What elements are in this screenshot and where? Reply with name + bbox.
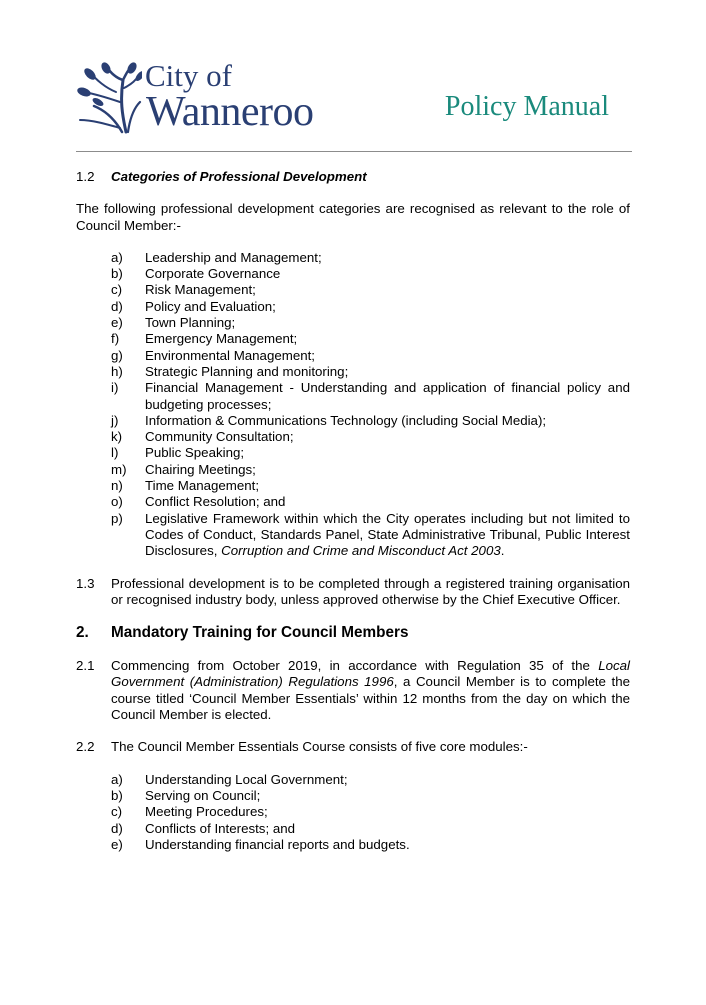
item-label: e) <box>111 836 123 852</box>
section-number: 2.2 <box>76 739 95 755</box>
list-item <box>111 250 630 266</box>
list-item <box>111 837 630 853</box>
item-label: d) <box>111 820 123 836</box>
kangaroo-paw-logo-icon <box>76 62 142 134</box>
item-text: Understanding Local Government; <box>145 771 348 787</box>
list-item <box>111 282 630 298</box>
section-text: Professional development is to be completed through a registered training organisation or recognised industry body, unless approved otherwise by the Chief Executive Officer. <box>111 575 630 607</box>
section-1-2-heading <box>76 169 630 185</box>
list-item <box>111 364 630 380</box>
section-title: Categories of Professional Development <box>111 169 367 184</box>
item-label: b) <box>111 787 123 803</box>
document-title: Policy Manual <box>444 91 609 122</box>
list-item <box>111 821 630 837</box>
item-text: Community Consultation; <box>145 429 294 445</box>
item-text: Policy and Evaluation; <box>145 298 276 314</box>
list-item <box>111 299 630 315</box>
item-text: Financial Management - Understanding and application of financial policy and budgeting processes; <box>145 380 630 412</box>
item-label: a) <box>111 771 123 787</box>
act-title: Corruption and Crime and Misconduct Act 2003 <box>221 543 501 559</box>
city-logo <box>76 58 326 135</box>
document-body <box>76 169 630 853</box>
item-label: l) <box>111 445 119 461</box>
list-item <box>111 429 630 445</box>
modules-list <box>111 772 630 853</box>
section-title: Mandatory Training for Council Members <box>111 624 409 642</box>
item-label: b) <box>111 266 123 282</box>
item-label: o) <box>111 494 123 510</box>
item-text: Strategic Planning and monitoring; <box>145 363 349 379</box>
list-item <box>111 445 630 461</box>
header-divider <box>76 151 632 152</box>
section-number: 2. <box>76 624 89 642</box>
list-item <box>111 348 630 364</box>
item-label: d) <box>111 298 123 314</box>
item-text: Information & Communications Technology (including Social Media); <box>145 412 547 428</box>
logo-city-text: City of <box>145 58 232 93</box>
text-part: Commencing from October 2019, in accordance with Regulation 35 of the <box>111 658 599 674</box>
item-text: Conflicts of Interests; and <box>145 820 296 836</box>
item-text: Understanding financial reports and budgets. <box>145 836 410 852</box>
item-text: Risk Management; <box>145 282 256 298</box>
list-item <box>111 315 630 331</box>
item-label: p) <box>111 510 123 526</box>
section-2-heading <box>76 624 630 642</box>
item-text-main: Legislative Framework within which the City operates including but not limited to Codes of Conduct, Standards Panel, State Administrative Tribunal, Public Interest Disclosures, <box>145 510 630 559</box>
list-item <box>111 413 630 429</box>
section-text <box>111 658 630 723</box>
item-text: Environmental Management; <box>145 347 315 363</box>
item-label: n) <box>111 478 123 494</box>
item-text: Serving on Council; <box>145 787 261 803</box>
regulation-title: Local Government (Administration) Regulations 1996 <box>111 658 630 690</box>
section-number: 1.3 <box>76 575 95 591</box>
item-label: k) <box>111 429 123 445</box>
logo-wanneroo-text: Wanneroo <box>146 89 314 135</box>
section-2-1 <box>76 658 630 723</box>
section-number: 2.1 <box>76 658 95 674</box>
section-1-3 <box>76 576 630 609</box>
item-label: h) <box>111 363 123 379</box>
item-label: m) <box>111 461 127 477</box>
item-text: Public Speaking; <box>145 445 245 461</box>
item-label: e) <box>111 315 123 331</box>
item-label: j) <box>111 412 119 428</box>
text-part: , a Council Member is to complete the course titled ‘Council Member Essentials’ within 12 months from the day on which the Council Member is elected. <box>111 674 630 723</box>
item-label: a) <box>111 249 123 265</box>
list-item <box>111 478 630 494</box>
item-text: Town Planning; <box>145 315 236 331</box>
section-text: The Council Member Essentials Course consists of five core modules:- <box>111 739 528 755</box>
list-item <box>111 772 630 788</box>
item-label: i) <box>111 380 119 396</box>
section-2-2 <box>76 739 630 755</box>
item-text <box>145 511 630 560</box>
section-number: 1.2 <box>76 169 95 184</box>
item-label: f) <box>111 331 120 347</box>
list-item <box>111 462 630 478</box>
list-item <box>111 788 630 804</box>
item-label: g) <box>111 347 123 363</box>
item-label: c) <box>111 282 123 298</box>
item-text: Corporate Governance <box>145 266 281 282</box>
item-text: Conflict Resolution; and <box>145 494 286 510</box>
list-item <box>111 331 630 347</box>
item-text: Time Management; <box>145 478 260 494</box>
item-label: c) <box>111 804 123 820</box>
item-text: Chairing Meetings; <box>145 461 256 477</box>
item-text: Leadership and Management; <box>145 249 322 265</box>
categories-list <box>111 250 630 560</box>
list-item <box>111 266 630 282</box>
item-text: Meeting Procedures; <box>145 804 268 820</box>
list-item <box>111 380 630 413</box>
list-item <box>111 804 630 820</box>
section-1-2-intro: The following professional development categories are recognised as relevant to the role of Council Member:- <box>76 201 630 233</box>
item-text-end: . <box>500 543 505 559</box>
item-text: Emergency Management; <box>145 331 298 347</box>
list-item <box>111 494 630 510</box>
list-item <box>111 511 630 560</box>
